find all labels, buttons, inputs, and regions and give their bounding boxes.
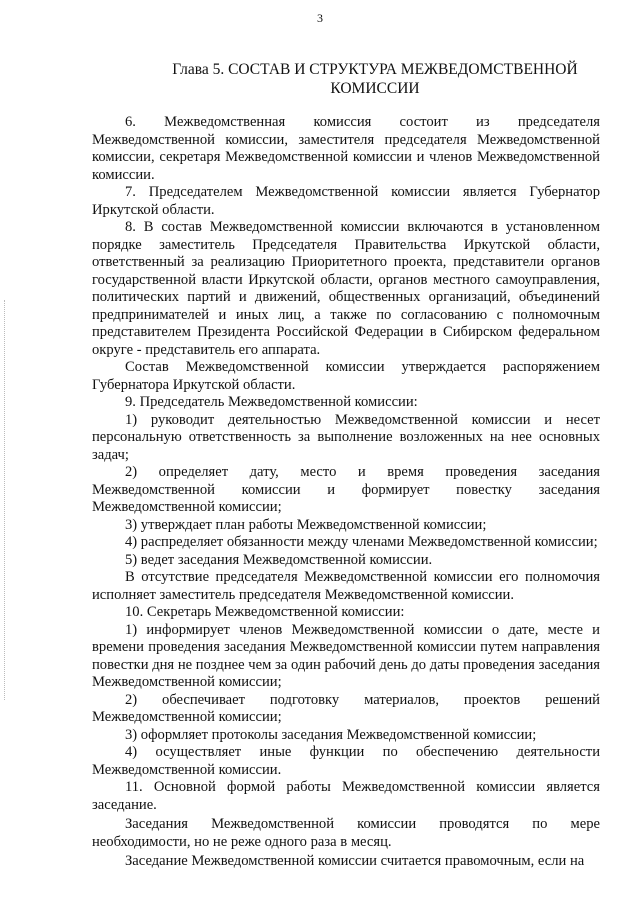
- paragraph-9-absence: В отсутствие председателя Межведомственной комиссии его полномочия исполняет заместитель председателя Межведомственной комиссии.: [92, 569, 600, 603]
- scan-edge-marks: [4, 300, 7, 700]
- paragraph-11-frequency: Заседания Межведомственной комиссии проводятся по мере необходимости, но не реже одного раза в месяц.: [92, 816, 600, 850]
- paragraph-9-item-3: 3) утверждает план работы Межведомственной комиссии;: [125, 516, 487, 533]
- paragraph-11: 11. Основной формой работы Межведомственной комиссии является заседание.: [92, 779, 600, 813]
- paragraph-9-item-1: 1) руководит деятельностью Межведомственной комиссии и несет персональную ответственность за выполнение возложенных на нее основных задач;: [92, 411, 600, 463]
- paragraph-9-item-4: 4) распределяет обязанности между членами Межведомственной комиссии;: [125, 534, 598, 550]
- paragraph-10-item-4: 4) осуществляет иные функции по обеспечению деятельности Межведомственной комиссии.: [92, 744, 600, 778]
- paragraph-6: 6. Межведомственная комиссия состоит из председателя Межведомственной комиссии, заместителя председателя Межведомственной комиссии, секретаря Межведомственной комиссии и членов Межведомственной комиссии.: [92, 114, 600, 183]
- paragraph-10-item-3: 3) оформляет протоколы заседания Межведомственной комиссии;: [125, 726, 537, 743]
- paragraph-10-heading: 10. Секретарь Межведомственной комиссии:: [125, 604, 405, 620]
- paragraph-10-item-2: 2) обеспечивает подготовку материалов, проектов решений Межведомственной комиссии;: [92, 691, 600, 725]
- paragraph-9-heading: 9. Председатель Межведомственной комиссии:: [125, 394, 418, 410]
- paragraph-9-item-5: 5) ведет заседания Межведомственной комиссии.: [125, 551, 433, 568]
- page-number: 3: [317, 11, 323, 25]
- paragraph-8: 8. В состав Межведомственной комиссии включаются в установленном порядке заместитель Председателя Правительства Иркутской области, ответственный за реализацию Приоритетного проекта, представители органов государственной власти Иркутской области, органов местного самоуправления, политических партий и движений, общественных организаций, объединений предпринимателей и иных лиц, а также по согласованию с полномочным представителем Президента Российской Федерации в Сибирском федеральном округе - представитель его аппарата.: [92, 219, 600, 358]
- chapter-title: Глава 5. СОСТАВ И СТРУКТУРА МЕЖВЕДОМСТВЕННОЙ КОМИССИИ: [172, 61, 578, 97]
- paragraph-11-quorum: Заседание Межведомственной комиссии считается правомочным, если на: [125, 853, 585, 869]
- paragraph-10-item-1: 1) информирует членов Межведомственной комиссии о дате, месте и времени проведения заседания Межведомственной комиссии путем направления повестки дня не позднее чем за один рабочий день до даты проведения заседания Межведомственной комиссии;: [92, 621, 600, 690]
- paragraph-8-composition: Состав Межведомственной комиссии утверждается распоряжением Губернатора Иркутской области.: [92, 359, 600, 393]
- paragraph-9-item-2: 2) определяет дату, место и время проведения заседания Межведомственной комиссии и формирует повестку заседания Межведомственной комиссии;: [92, 464, 600, 515]
- document-body: [92, 114, 600, 871]
- paragraph-7: 7. Председателем Межведомственной комиссии является Губернатор Иркутской области.: [92, 184, 600, 218]
